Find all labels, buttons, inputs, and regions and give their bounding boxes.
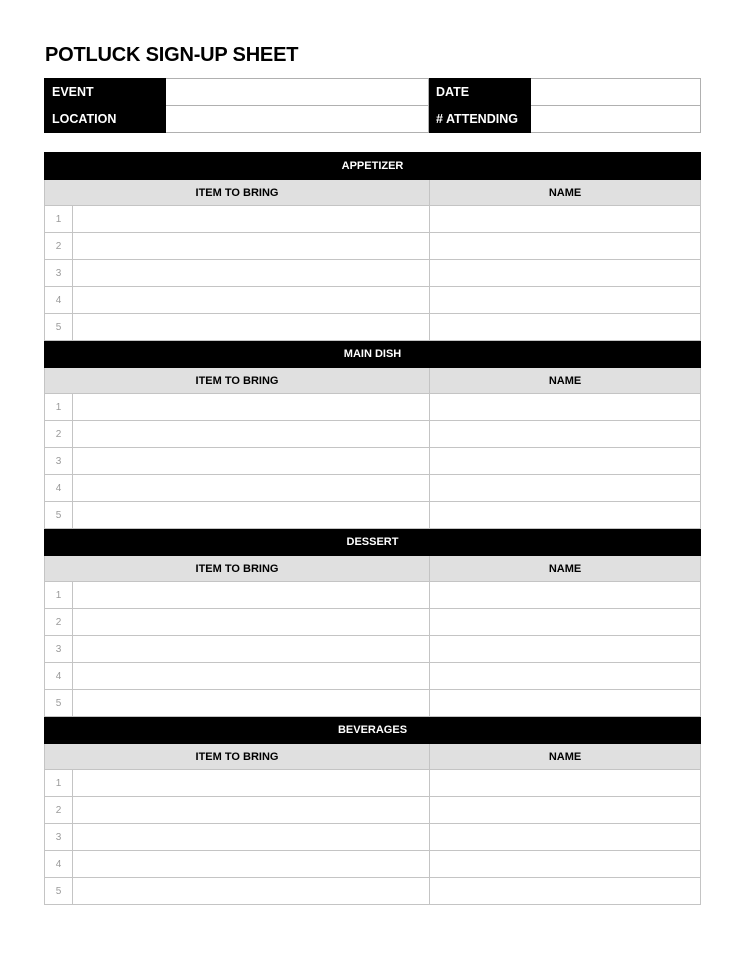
table-row bbox=[45, 851, 701, 878]
row-number: 1 bbox=[45, 206, 73, 233]
item-to-bring-cell[interactable] bbox=[73, 797, 430, 824]
table-row bbox=[45, 878, 701, 905]
name-cell[interactable] bbox=[430, 502, 701, 529]
row-number: 4 bbox=[45, 851, 73, 878]
name-cell[interactable] bbox=[430, 797, 701, 824]
item-to-bring-cell[interactable] bbox=[73, 206, 430, 233]
row-number: 3 bbox=[45, 260, 73, 287]
section-title-dessert: DESSERT bbox=[45, 529, 701, 556]
item-to-bring-cell[interactable] bbox=[73, 260, 430, 287]
column-header-row bbox=[45, 744, 701, 770]
item-to-bring-cell[interactable] bbox=[73, 878, 430, 905]
name-cell[interactable] bbox=[430, 421, 701, 448]
item-to-bring-cell[interactable] bbox=[73, 448, 430, 475]
item-column-header: ITEM TO BRING bbox=[45, 556, 430, 582]
location-label: LOCATION bbox=[45, 106, 166, 133]
event-field[interactable] bbox=[166, 79, 429, 106]
table-row bbox=[45, 690, 701, 717]
row-number: 5 bbox=[45, 314, 73, 341]
column-header-row bbox=[45, 180, 701, 206]
item-to-bring-cell[interactable] bbox=[73, 314, 430, 341]
section-header-row bbox=[45, 717, 701, 744]
item-to-bring-cell[interactable] bbox=[73, 421, 430, 448]
table-row bbox=[45, 797, 701, 824]
row-number: 5 bbox=[45, 502, 73, 529]
row-number: 3 bbox=[45, 824, 73, 851]
section-header-row bbox=[45, 341, 701, 368]
name-cell[interactable] bbox=[430, 475, 701, 502]
name-cell[interactable] bbox=[430, 824, 701, 851]
signup-table bbox=[44, 152, 701, 905]
row-number: 2 bbox=[45, 233, 73, 260]
name-cell[interactable] bbox=[430, 878, 701, 905]
section-title-main-dish: MAIN DISH bbox=[45, 341, 701, 368]
table-row bbox=[45, 233, 701, 260]
event-info-row bbox=[45, 79, 701, 106]
item-to-bring-cell[interactable] bbox=[73, 394, 430, 421]
section-title-beverages: BEVERAGES bbox=[45, 717, 701, 744]
row-number: 3 bbox=[45, 448, 73, 475]
name-cell[interactable] bbox=[430, 582, 701, 609]
table-row bbox=[45, 663, 701, 690]
name-cell[interactable] bbox=[430, 770, 701, 797]
name-cell[interactable] bbox=[430, 636, 701, 663]
table-row bbox=[45, 421, 701, 448]
row-number: 5 bbox=[45, 878, 73, 905]
date-label: DATE bbox=[429, 79, 531, 106]
item-to-bring-cell[interactable] bbox=[73, 690, 430, 717]
column-header-row bbox=[45, 556, 701, 582]
item-to-bring-cell[interactable] bbox=[73, 475, 430, 502]
table-row bbox=[45, 824, 701, 851]
row-number: 2 bbox=[45, 609, 73, 636]
item-column-header: ITEM TO BRING bbox=[45, 744, 430, 770]
name-cell[interactable] bbox=[430, 233, 701, 260]
row-number: 4 bbox=[45, 663, 73, 690]
section-header-row bbox=[45, 153, 701, 180]
item-to-bring-cell[interactable] bbox=[73, 824, 430, 851]
row-number: 2 bbox=[45, 797, 73, 824]
name-cell[interactable] bbox=[430, 260, 701, 287]
table-row bbox=[45, 206, 701, 233]
page-title: POTLUCK SIGN-UP SHEET bbox=[45, 44, 299, 66]
table-row bbox=[45, 609, 701, 636]
item-to-bring-cell[interactable] bbox=[73, 582, 430, 609]
table-row bbox=[45, 502, 701, 529]
item-to-bring-cell[interactable] bbox=[73, 770, 430, 797]
event-label: EVENT bbox=[45, 79, 166, 106]
name-cell[interactable] bbox=[430, 394, 701, 421]
name-column-header: NAME bbox=[430, 180, 701, 206]
section-header-row bbox=[45, 529, 701, 556]
item-to-bring-cell[interactable] bbox=[73, 233, 430, 260]
section-title-appetizer: APPETIZER bbox=[45, 153, 701, 180]
table-row bbox=[45, 636, 701, 663]
date-field[interactable] bbox=[531, 79, 701, 106]
row-number: 2 bbox=[45, 421, 73, 448]
attending-field[interactable] bbox=[531, 106, 701, 133]
signup-table-body bbox=[45, 153, 701, 905]
table-row bbox=[45, 770, 701, 797]
name-cell[interactable] bbox=[430, 314, 701, 341]
name-column-header: NAME bbox=[430, 556, 701, 582]
name-column-header: NAME bbox=[430, 744, 701, 770]
event-info-row bbox=[45, 106, 701, 133]
name-cell[interactable] bbox=[430, 609, 701, 636]
row-number: 1 bbox=[45, 770, 73, 797]
row-number: 1 bbox=[45, 582, 73, 609]
location-field[interactable] bbox=[166, 106, 429, 133]
item-to-bring-cell[interactable] bbox=[73, 502, 430, 529]
item-to-bring-cell[interactable] bbox=[73, 609, 430, 636]
event-info-table bbox=[44, 78, 701, 133]
table-row bbox=[45, 260, 701, 287]
name-cell[interactable] bbox=[430, 287, 701, 314]
row-number: 1 bbox=[45, 394, 73, 421]
name-cell[interactable] bbox=[430, 663, 701, 690]
name-column-header: NAME bbox=[430, 368, 701, 394]
name-cell[interactable] bbox=[430, 851, 701, 878]
item-column-header: ITEM TO BRING bbox=[45, 368, 430, 394]
table-row bbox=[45, 475, 701, 502]
table-row bbox=[45, 448, 701, 475]
item-column-header: ITEM TO BRING bbox=[45, 180, 430, 206]
name-cell[interactable] bbox=[430, 448, 701, 475]
row-number: 3 bbox=[45, 636, 73, 663]
item-to-bring-cell[interactable] bbox=[73, 287, 430, 314]
item-to-bring-cell[interactable] bbox=[73, 663, 430, 690]
table-row bbox=[45, 394, 701, 421]
column-header-row bbox=[45, 368, 701, 394]
item-to-bring-cell[interactable] bbox=[73, 636, 430, 663]
table-row bbox=[45, 582, 701, 609]
item-to-bring-cell[interactable] bbox=[73, 851, 430, 878]
row-number: 5 bbox=[45, 690, 73, 717]
name-cell[interactable] bbox=[430, 206, 701, 233]
row-number: 4 bbox=[45, 287, 73, 314]
table-row bbox=[45, 287, 701, 314]
attending-label: # ATTENDING bbox=[429, 106, 531, 133]
row-number: 4 bbox=[45, 475, 73, 502]
name-cell[interactable] bbox=[430, 690, 701, 717]
table-row bbox=[45, 314, 701, 341]
